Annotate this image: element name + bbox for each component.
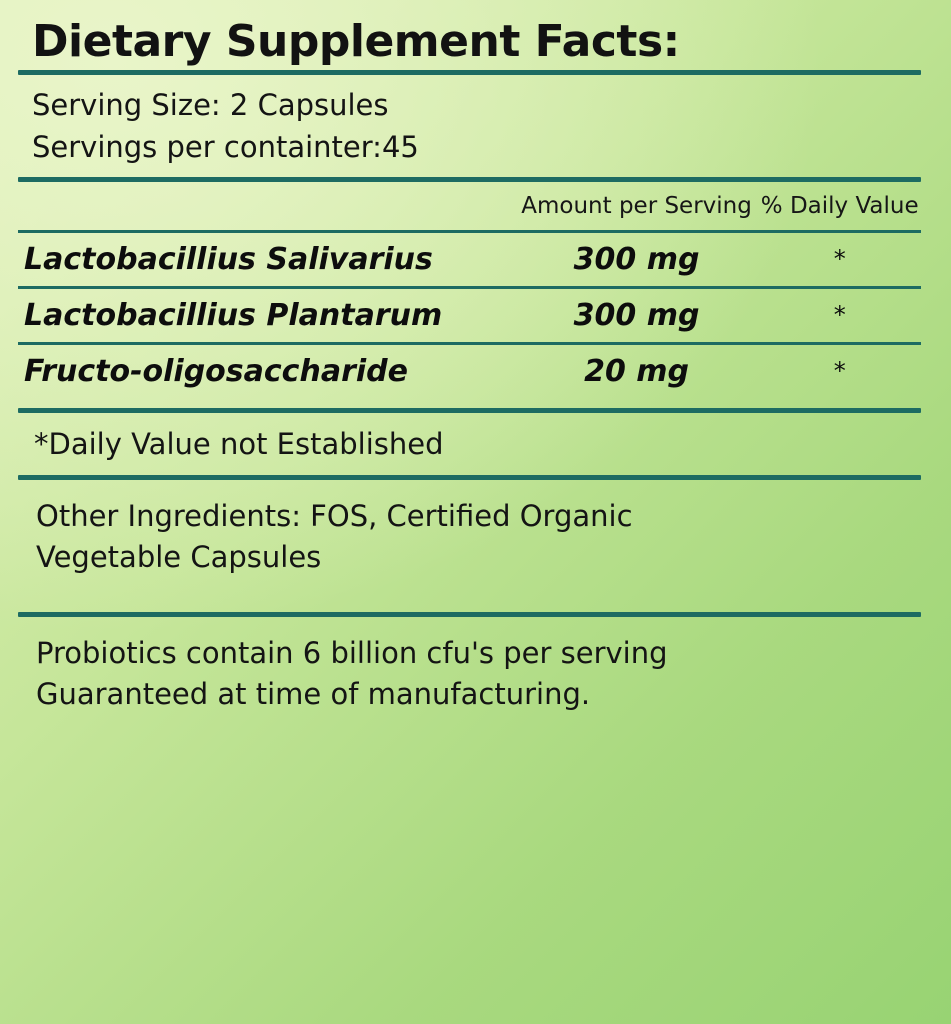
servings-per-container: Servings per containter:45 [32,129,419,164]
nutrient-amount: 20 mg [584,353,690,389]
table-header-row [18,182,921,230]
daily-value-footnote: *Daily Value not Established [34,426,444,461]
column-header-amount-per-serving: Amount per Serving [521,192,752,219]
nutrient-daily-value: * [833,245,846,274]
other-ingredients-line-2: Vegetable Capsules [36,539,322,574]
divider-under-footnote [18,475,921,480]
divider-under-ingredients [18,612,921,617]
nutrient-daily-value: * [833,357,846,386]
other-ingredients [36,496,921,578]
nutrition-table [18,182,921,398]
nutrient-amount: 300 mg [573,297,700,333]
nutrient-name: Lactobacillius Salivarius [24,241,433,277]
potency-statement [36,633,921,715]
table-row [18,289,921,342]
potency-line-1: Probiotics contain 6 billion cfu's per serving [36,635,668,670]
table-row [18,233,921,286]
nutrient-name: Fructo-oligosaccharide [24,353,408,389]
nutrient-daily-value: * [833,301,846,330]
table-row [18,345,921,398]
serving-size: Serving Size: 2 Capsules [32,88,389,122]
serving-info [32,85,921,169]
nutrient-amount: 300 mg [573,241,700,277]
potency-line-2: Guaranteed at time of manufacturing. [36,677,591,712]
divider-under-table [18,408,921,413]
other-ingredients-line-1: Other Ingredients: FOS, Certified Organic [36,498,633,533]
divider-under-title [18,70,921,75]
nutrient-name: Lactobacillius Plantarum [24,297,443,333]
page-title: Dietary Supplement Facts: [32,16,680,67]
column-header-percent-daily-value: % Daily Value [760,192,919,219]
column-header-nutrient [18,182,515,230]
